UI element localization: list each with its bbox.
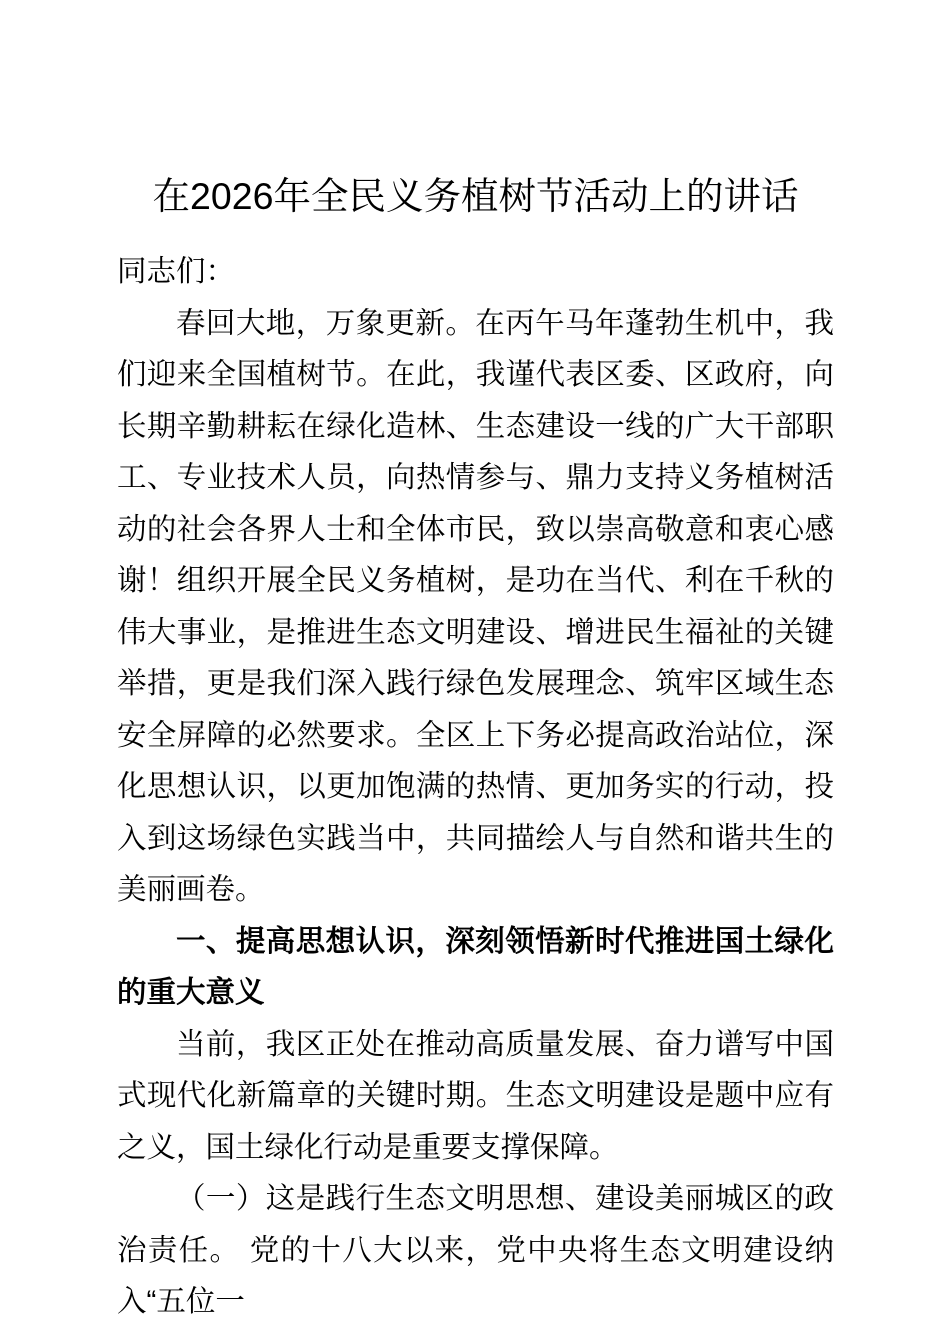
page-title: 在2026年全民义务植树节活动上的讲话 xyxy=(152,175,799,217)
section-heading-one: 一、提高思想认识，深刻领悟新时代推进国土绿化的重大意义 xyxy=(117,924,834,1009)
document-content xyxy=(117,168,834,1328)
paragraph-subsection-one: （一）这是践行生态文明思想、建设美丽城区的政治责任。 党的十八大以来，党中央将生态文明建设纳入“五位一 xyxy=(117,1182,834,1318)
salutation-line: 同志们： xyxy=(117,255,236,288)
paragraph-opening: 春回大地，万象更新。在丙午马年蓬勃生机中，我们迎来全国植树节。在此，我谨代表区委、区政府，向长期辛勤耕耘在绿化造林、生态建设一线的广大干部职工、专业技术人员，向热情参与、鼎力支持义务植树活动的社会各界人士和全体市民，致以崇高敬意和衷心感谢！组织开展全民义务植树，是功在当代、利在千秋的伟大事业，是推进生态文明建设、增进民生福祉的关键举措，更是我们深入践行绿色发展理念、筑牢区域生态安全屏障的必然要求。全区上下务必提高政治站位，深化思想认识，以更加饱满的热情、更加务实的行动，投入到这场绿色实践当中，共同描绘人与自然和谐共生的美丽画卷。 xyxy=(117,306,834,906)
paragraph-section-one-intro: 当前，我区正处在推动高质量发展、奋力谱写中国式现代化新篇章的关键时期。生态文明建设是题中应有之义，国土绿化行动是重要支撑保障。 xyxy=(117,1027,834,1164)
